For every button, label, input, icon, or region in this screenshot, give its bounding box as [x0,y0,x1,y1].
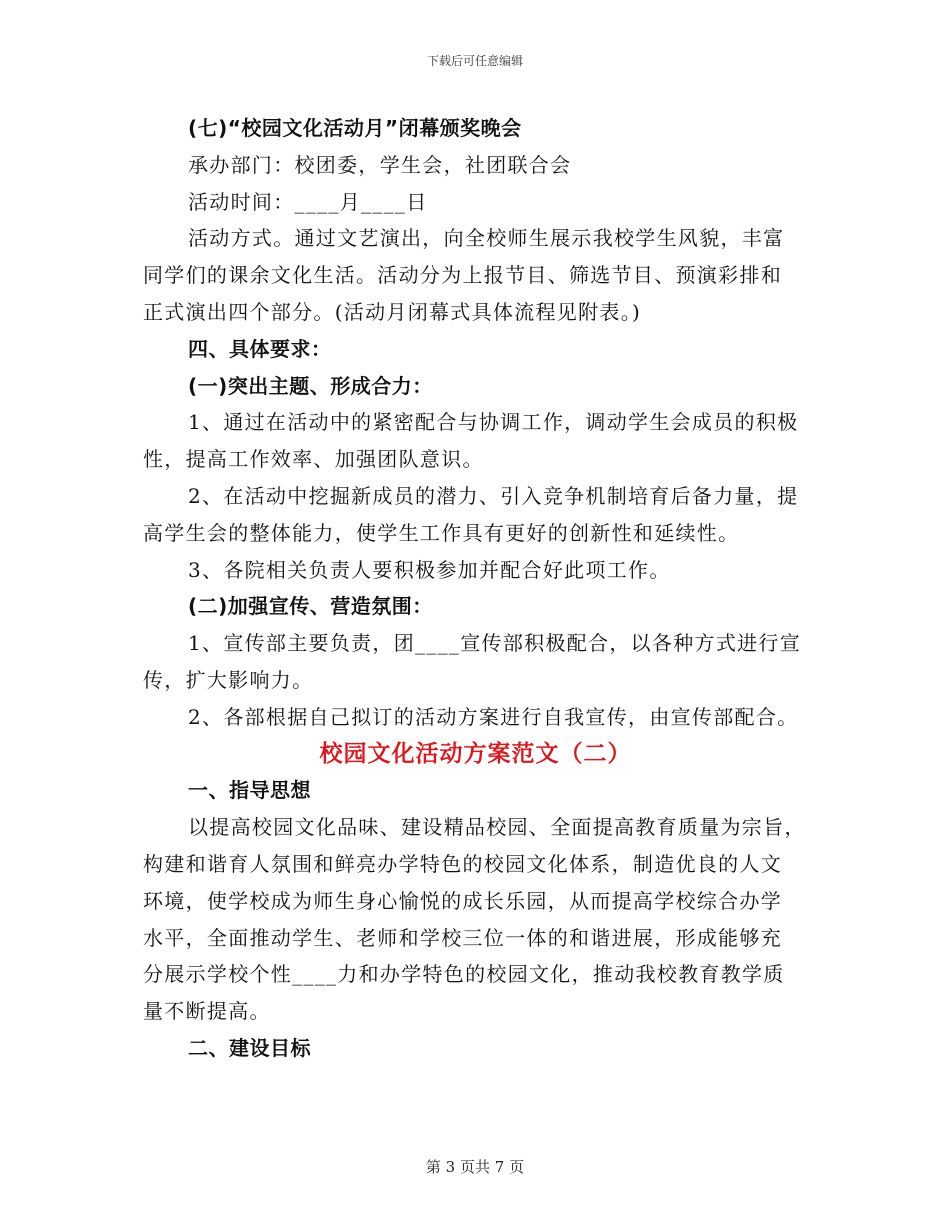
paragraph-line: 水平，全面推动学生、老师和学校三位一体的和谐进展，形成能够充 [143,925,782,950]
paragraph-line: 分展示学校个性____力和办学特色的校园文化，推动我校教育教学质 [143,962,785,987]
paragraph-line: 性，提高工作效率、加强团队意识。 [143,447,484,472]
paragraph-line: 环境，使学校成为师生身心愉悦的成长乐园，从而提高学校综合办学 [143,888,782,913]
paragraph-line: 2、各部根据自己拟订的活动方案进行自我宣传，由宣传部配合。 [188,704,799,729]
paragraph-line: 1、通过在活动中的紧密配合与协调工作，调动学生会成员的积极 [188,410,799,435]
page-header: 下载后可任意编辑 [426,54,523,68]
section-heading: 二、建设目标 [188,1035,311,1060]
paragraph-line: 传，扩大影响力。 [143,667,314,692]
paragraph-line: 1、宣传部主要负责，团____宣传部积极配合，以各种方式进行宣 [188,631,802,656]
section-heading: 一、指导思想 [188,778,311,803]
paragraph-line: 构建和谐育人氛围和鲜亮办学特色的校园文化体系，制造优良的人文 [143,851,782,876]
section-heading: (七)“校园文化活动月”闭幕颁奖晚会 [188,116,522,140]
paragraph-line: 活动时间：____月____日 [188,189,428,214]
paragraph-line: 量不断提高。 [143,999,271,1024]
paragraph-line: 2、在活动中挖掘新成员的潜力、引入竞争机制培育后备力量，提 [188,483,799,508]
paragraph-line: 承办部门：校团委，学生会，社团联合会 [188,152,572,177]
paragraph-line: 正式演出四个部分。(活动月闭幕式具体流程见附表。) [143,299,642,324]
paragraph-line: 高学生会的整体能力，使学生工作具有更好的创新性和延续性。 [143,520,740,545]
paragraph-line: 以提高校园文化品味、建设精品校园、全面提高教育质量为宗旨， [188,815,806,840]
section-heading: (一)突出主题、形成合力： [188,373,433,398]
document-title: 校园文化活动方案范文（二） [319,740,632,767]
paragraph-line: 3、各院相关负责人要积极参加并配合好此项工作。 [188,557,671,582]
paragraph-line: 活动方式。通过文艺演出，向全校师生展示我校学生风貌，丰富 [188,226,785,251]
paragraph-line: 同学们的课余文化生活。活动分为上报节目、筛选节目、预演彩排和 [143,263,782,288]
document-body [143,110,808,1067]
page-footer: 第 3 页共 7 页 [425,1158,525,1176]
section-heading: (二)加强宣传、营造氛围： [188,594,433,619]
section-heading: 四、具体要求： [188,336,332,361]
